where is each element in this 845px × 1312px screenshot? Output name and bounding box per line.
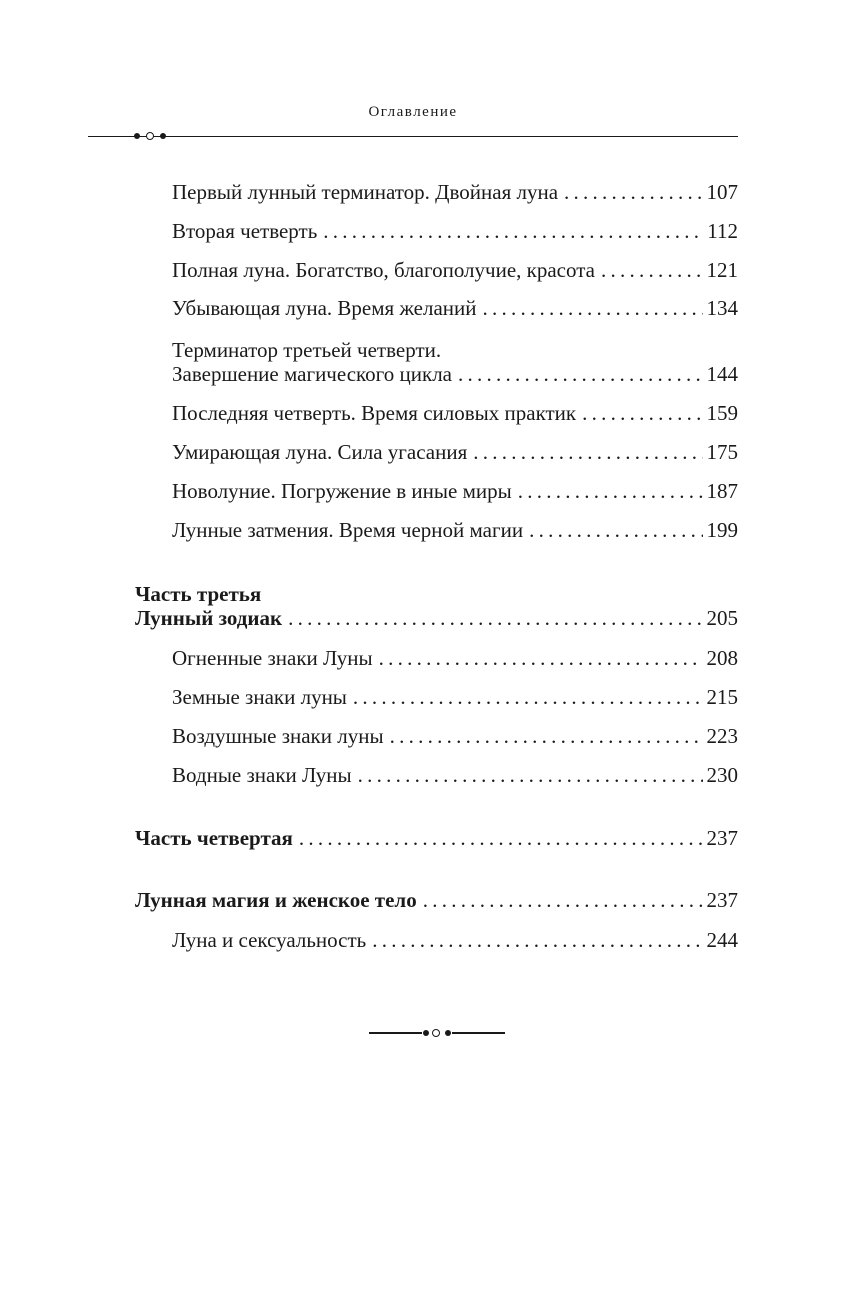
- toc-entry-title: Лунные затмения. Время черной магии: [172, 518, 524, 542]
- dot-leader: [473, 440, 702, 464]
- toc-entry-title: Лунный зодиак: [135, 606, 283, 630]
- toc-entry-title: Водные знаки Луны: [172, 763, 352, 787]
- toc-entry[interactable]: [172, 646, 738, 670]
- dot-leader: [299, 826, 703, 850]
- dot-leader: [529, 518, 702, 542]
- toc-page-number: 144: [706, 362, 738, 386]
- header-rule: [88, 136, 738, 137]
- dot-leader: [423, 888, 703, 912]
- toc-page-number: 237: [706, 826, 738, 850]
- toc-page-number: 187: [706, 479, 738, 503]
- toc-entry-title: Завершение магического цикла: [172, 362, 452, 386]
- toc-page-number: 107: [706, 180, 738, 204]
- toc-entry-title: Первый лунный терминатор. Двойная луна: [172, 180, 559, 204]
- toc-entry-title: Земные знаки луны: [172, 685, 347, 709]
- dot-leader: [323, 219, 703, 243]
- toc-entry-title: Огненные знаки Луны: [172, 646, 373, 670]
- ornament-icon: [134, 130, 168, 142]
- dot-leader: [390, 724, 703, 748]
- dot-leader: [564, 180, 702, 204]
- toc-entry-title: Часть четвертая: [135, 826, 293, 850]
- toc-page-number: 223: [706, 724, 738, 748]
- toc-entry[interactable]: [172, 401, 738, 425]
- dot-leader: [379, 646, 703, 670]
- toc-entry[interactable]: [172, 440, 738, 464]
- dot-leader: [483, 296, 703, 320]
- toc-part-entry[interactable]: [135, 826, 738, 850]
- toc-entry[interactable]: [172, 928, 738, 952]
- toc-entry-title: Полная луна. Богатство, благополучие, красота: [172, 258, 595, 282]
- running-header: Оглавление: [368, 104, 458, 120]
- toc-page-number: 230: [706, 763, 738, 787]
- toc-entry[interactable]: [172, 479, 738, 503]
- toc-page-number: 237: [706, 888, 738, 912]
- toc-page-number: 199: [706, 518, 738, 542]
- toc-entry[interactable]: [172, 296, 738, 320]
- toc-page-number: 208: [706, 646, 738, 670]
- toc-page-number: 205: [706, 606, 738, 630]
- toc-entry-title-line1: Терминатор третьей четверти.: [172, 338, 442, 362]
- dot-leader: [601, 258, 703, 282]
- dot-leader: [288, 606, 702, 630]
- toc-entry-title: Новолуние. Погружение в иные миры: [172, 479, 512, 503]
- toc-page-number: 244: [706, 928, 738, 952]
- toc-entry[interactable]: [172, 338, 738, 386]
- toc-entry-title: Убывающая луна. Время желаний: [172, 296, 477, 320]
- toc-entry-title: Умирающая луна. Сила угасания: [172, 440, 468, 464]
- toc-entry[interactable]: [172, 763, 738, 787]
- toc-page-number: 215: [706, 685, 738, 709]
- toc-entry[interactable]: [172, 219, 738, 243]
- toc-page-number: 175: [706, 440, 738, 464]
- ornament-divider-icon: [369, 1027, 505, 1039]
- toc-page-number: 134: [706, 296, 738, 320]
- toc-entry[interactable]: [172, 258, 738, 282]
- toc-part-entry[interactable]: [135, 888, 738, 912]
- toc-entry[interactable]: [172, 180, 738, 204]
- dot-leader: [353, 685, 703, 709]
- toc-page-number: 159: [706, 401, 738, 425]
- toc-page-number: 112: [707, 219, 738, 243]
- toc-entry-title: Воздушные знаки луны: [172, 724, 384, 748]
- dot-leader: [518, 479, 703, 503]
- toc-entry-title: Вторая четверть: [172, 219, 318, 243]
- dot-leader: [358, 763, 703, 787]
- toc-entry[interactable]: [172, 724, 738, 748]
- toc-entry-title: Последняя четверть. Время силовых практик: [172, 401, 577, 425]
- toc-entry[interactable]: [172, 685, 738, 709]
- toc-entry-title: Лунная магия и женское тело: [135, 888, 417, 912]
- dot-leader: [458, 362, 703, 386]
- dot-leader: [582, 401, 702, 425]
- toc-page-number: 121: [706, 258, 738, 282]
- toc-entry[interactable]: [172, 518, 738, 542]
- dot-leader: [372, 928, 702, 952]
- toc-part-label: Часть третья: [135, 582, 262, 606]
- toc-part-entry[interactable]: [135, 582, 738, 630]
- toc-entry-title: Луна и сексуальность: [172, 928, 367, 952]
